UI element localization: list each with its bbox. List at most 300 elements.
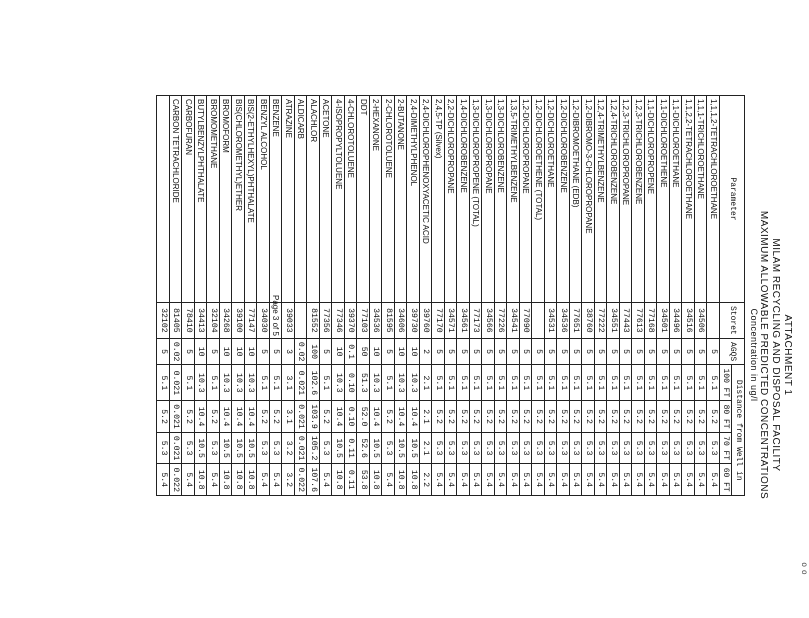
value-cell: 10.5 (395, 432, 408, 464)
value-cell: 5 (632, 338, 645, 365)
value-cell: 5.2 (607, 401, 620, 433)
col-100ft: 100 FT (720, 365, 733, 401)
value-cell: 5 (657, 338, 670, 365)
value-cell: 5.3 (632, 432, 645, 464)
value-cell: 5.2 (632, 401, 645, 433)
value-cell: 5.3 (270, 432, 283, 464)
table-row (157, 96, 170, 496)
parameter-cell: 1,2-DICHLOROETHENE (TOTAL) (532, 96, 545, 303)
value-cell: 34571 (445, 303, 458, 339)
value-cell: 5.2 (532, 401, 545, 433)
value-cell: 52.0 (357, 401, 370, 433)
value-cell: 10.3 (395, 365, 408, 401)
value-cell: 77173 (470, 303, 483, 339)
parameter-cell: 1,2,4-TRICHLOROBENZENE (607, 96, 620, 303)
value-cell: 39100 (232, 303, 245, 339)
value-cell: 5 (620, 338, 633, 365)
parameter-cell: DDT (357, 96, 370, 303)
parameter-cell: 1,2,3-TRICHLOROBENZENE (632, 96, 645, 303)
value-cell: 5.2 (657, 401, 670, 433)
value-cell: 5 (457, 338, 470, 365)
parameter-cell: 4-CHLOROTOLUENE (345, 96, 358, 303)
value-cell: 5.2 (157, 401, 170, 433)
value-cell: 5.3 (582, 432, 595, 464)
value-cell: 5.2 (182, 401, 195, 433)
value-cell: 0.021 (295, 432, 308, 464)
value-cell: 5.1 (532, 365, 545, 401)
value-cell: 5.3 (382, 432, 395, 464)
value-cell: 5.1 (695, 365, 708, 401)
table-row (445, 96, 458, 496)
parameter-cell: CARBOFURAN (182, 96, 195, 303)
value-cell: 5 (645, 338, 658, 365)
table-row (182, 96, 195, 496)
parameter-cell: 1,2-DICHLOROETHANE (545, 96, 558, 303)
value-cell: 5.4 (682, 464, 695, 496)
value-cell: 34536 (370, 303, 383, 339)
value-cell: 5.3 (532, 432, 545, 464)
value-cell: 77226 (495, 303, 508, 339)
table-row (595, 96, 608, 496)
col-60ft: 60 FT (720, 464, 733, 496)
parameter-cell: 1,4-DICHLOROBENZENE (457, 96, 470, 303)
value-cell: 5.1 (545, 365, 558, 401)
value-cell: 10 (220, 338, 233, 365)
table-row (232, 96, 245, 496)
col-80ft: 80 FT (720, 401, 733, 433)
value-cell: 5.4 (257, 464, 270, 496)
value-cell: 5.3 (595, 432, 608, 464)
parameter-cell: 1,1,2,2-TETRACHLOROETHANE (682, 96, 695, 303)
value-cell: 5.4 (532, 464, 545, 496)
value-cell: 5.3 (320, 432, 333, 464)
corner-marks: o o (800, 562, 809, 575)
value-cell: 34516 (682, 303, 695, 339)
value-cell: 5.3 (520, 432, 533, 464)
parameter-cell: 1,3-DICHLOROPROPANE (482, 96, 495, 303)
value-cell: 5 (257, 338, 270, 365)
value-cell: 10.4 (220, 401, 233, 433)
value-cell: 102.6 (307, 365, 320, 401)
value-cell: 5.4 (457, 464, 470, 496)
value-cell: 39033 (282, 303, 295, 339)
value-cell: 5.4 (607, 464, 620, 496)
value-cell: 5.1 (595, 365, 608, 401)
value-cell: 107.6 (307, 464, 320, 496)
value-cell: 34496 (670, 303, 683, 339)
table-row (432, 96, 445, 496)
value-cell: 10.3 (370, 365, 383, 401)
value-cell: 10.4 (332, 401, 345, 433)
value-cell: 10.3 (332, 365, 345, 401)
table-row (482, 96, 495, 496)
parameter-cell: 2-HEXANONE (370, 96, 383, 303)
value-cell: 5.1 (207, 365, 220, 401)
value-cell: 5.1 (707, 365, 720, 401)
value-cell: 5.2 (595, 401, 608, 433)
parameter-cell: 2,2-DICHLOROPROPANE (445, 96, 458, 303)
table-row (170, 96, 183, 496)
table-row (670, 96, 683, 496)
table-row (345, 96, 358, 496)
value-cell: 3.2 (282, 432, 295, 464)
value-cell: 5.3 (482, 432, 495, 464)
value-cell: 10.5 (245, 432, 258, 464)
value-cell: 5.2 (445, 401, 458, 433)
value-cell: 34268 (220, 303, 233, 339)
value-cell: 5.1 (607, 365, 620, 401)
value-cell: 34531 (545, 303, 558, 339)
value-cell: 5.1 (320, 365, 333, 401)
value-cell: 5.1 (507, 365, 520, 401)
value-cell: 5.1 (520, 365, 533, 401)
value-cell: 5.1 (182, 365, 195, 401)
table-row (632, 96, 645, 496)
value-cell: 5 (495, 338, 508, 365)
value-cell: 0.11 (345, 432, 358, 464)
value-cell: 5.3 (557, 432, 570, 464)
value-cell: 5.3 (682, 432, 695, 464)
value-cell: 5.2 (207, 401, 220, 433)
table-row (382, 96, 395, 496)
value-cell: 5.3 (495, 432, 508, 464)
col-agqs: AGQS (720, 338, 745, 365)
attachment-label: ATTACHMENT 1 (782, 314, 793, 396)
value-cell: 0.021 (170, 432, 183, 464)
value-cell: 5.3 (207, 432, 220, 464)
value-cell: 5 (320, 338, 333, 365)
value-cell: 5.3 (645, 432, 658, 464)
parameter-cell: 4-ISOPROPYLTOLUENE (332, 96, 345, 303)
col-distance-group: Distance from Well in (732, 365, 745, 496)
value-cell: 10.3 (220, 365, 233, 401)
value-cell: 50 (357, 338, 370, 365)
value-cell: 5 (207, 338, 220, 365)
value-cell: 5.4 (482, 464, 495, 496)
value-cell: 5 (382, 338, 395, 365)
table-row (370, 96, 383, 496)
table-row (695, 96, 708, 496)
value-cell: 38760 (582, 303, 595, 339)
parameter-cell: 1,1-DICHLOROETHANE (670, 96, 683, 303)
value-cell: 77356 (320, 303, 333, 339)
value-cell: 5.4 (632, 464, 645, 496)
value-cell: 5.1 (682, 365, 695, 401)
table-row (307, 96, 320, 496)
value-cell: 3.2 (282, 464, 295, 496)
value-cell: 5 (520, 338, 533, 365)
value-cell: 5.4 (445, 464, 458, 496)
table-row (470, 96, 483, 496)
value-cell: 5.2 (432, 401, 445, 433)
value-cell: 5 (707, 338, 720, 365)
value-cell: 10.3 (407, 365, 420, 401)
value-cell: 5.1 (470, 365, 483, 401)
parameter-cell: 1,1,1-TRICHLOROETHANE (695, 96, 708, 303)
parameter-cell: 1,2-DICHLOROPROPANE (520, 96, 533, 303)
value-cell: 10.8 (395, 464, 408, 496)
value-cell: 5.4 (507, 464, 520, 496)
value-cell: 5.2 (457, 401, 470, 433)
value-cell: 5.1 (582, 365, 595, 401)
value-cell: 5.2 (620, 401, 633, 433)
parameter-cell: BIS(CHLOROMETHYL)ETHER (232, 96, 245, 303)
value-cell: 10.8 (370, 464, 383, 496)
value-cell: 52.6 (357, 432, 370, 464)
value-cell: 34030 (257, 303, 270, 339)
value-cell: 0.02 (295, 338, 308, 365)
value-cell: 10.8 (195, 464, 208, 496)
table-row (395, 96, 408, 496)
value-cell: 10 (195, 338, 208, 365)
value-cell: 39730 (407, 303, 420, 339)
value-cell: 5.3 (670, 432, 683, 464)
value-cell: 5.4 (432, 464, 445, 496)
value-cell: 5 (682, 338, 695, 365)
value-cell: 5.3 (157, 432, 170, 464)
value-cell: 0.022 (170, 464, 183, 496)
parameter-cell: BENZYL ALCOHOL (257, 96, 270, 303)
value-cell: 10 (332, 338, 345, 365)
value-cell: 32104 (207, 303, 220, 339)
parameter-cell: 1,3-DICHLOROPROPENE (TOTAL) (470, 96, 483, 303)
value-cell: 5.3 (470, 432, 483, 464)
value-cell: 5.3 (457, 432, 470, 464)
value-cell: 10.4 (245, 401, 258, 433)
value-cell: 5.3 (620, 432, 633, 464)
value-cell: 5.2 (645, 401, 658, 433)
value-cell: 5 (695, 338, 708, 365)
value-cell: 5.4 (545, 464, 558, 496)
value-cell: 10.5 (332, 432, 345, 464)
value-cell: 34413 (195, 303, 208, 339)
facility-name: MILAM RECYCLING AND DISPOSAL FACILITY (770, 238, 781, 472)
value-cell: 5.1 (670, 365, 683, 401)
value-cell: 5.3 (182, 432, 195, 464)
table-row (457, 96, 470, 496)
value-cell: 10 (245, 338, 258, 365)
value-cell: 81552 (307, 303, 320, 339)
table-row (682, 96, 695, 496)
col-70ft: 70 FT (720, 432, 733, 464)
value-cell: 5.1 (157, 365, 170, 401)
table-row (532, 96, 545, 496)
value-cell: 5.2 (582, 401, 595, 433)
value-cell: 5.4 (707, 464, 720, 496)
value-cell (532, 303, 545, 339)
value-cell: 34536 (557, 303, 570, 339)
value-cell (707, 303, 720, 339)
value-cell: 5 (607, 338, 620, 365)
value-cell: 5.4 (620, 464, 633, 496)
value-cell: 5.4 (382, 464, 395, 496)
value-cell: 10.5 (370, 432, 383, 464)
value-cell: 5.1 (382, 365, 395, 401)
parameter-cell (157, 96, 170, 303)
value-cell: 5.3 (695, 432, 708, 464)
table-row (620, 96, 633, 496)
value-cell: 10 (395, 338, 408, 365)
parameter-cell: 2,4,5-TP (Silvex) (432, 96, 445, 303)
value-cell: 5.2 (270, 401, 283, 433)
parameter-cell: ALDICARB (295, 96, 308, 303)
value-cell: 5.4 (570, 464, 583, 496)
value-cell: 5.2 (707, 401, 720, 433)
parameter-cell: ACETONE (320, 96, 333, 303)
value-cell: 0.021 (295, 401, 308, 433)
value-cell: 5 (470, 338, 483, 365)
value-cell: 34561 (457, 303, 470, 339)
parameter-cell: 1,2-DICHLOROBENZENE (557, 96, 570, 303)
table-row (245, 96, 258, 496)
value-cell: 5.4 (495, 464, 508, 496)
value-cell: 5.1 (270, 365, 283, 401)
parameter-cell: 1,2,4-TRIMETHYLBENZENE (595, 96, 608, 303)
value-cell: 5.2 (482, 401, 495, 433)
value-cell: 5.3 (507, 432, 520, 464)
value-cell: 103.9 (307, 401, 320, 433)
value-cell: 5.1 (570, 365, 583, 401)
parameter-cell: ALACHLOR (307, 96, 320, 303)
value-cell: 5.2 (695, 401, 708, 433)
value-cell: 5.3 (432, 432, 445, 464)
value-cell: 0.02 (170, 338, 183, 365)
table-row (495, 96, 508, 496)
value-cell: 5.2 (320, 401, 333, 433)
value-cell: 105.2 (307, 432, 320, 464)
value-cell: 53.8 (357, 464, 370, 496)
value-cell: 77103 (357, 303, 370, 339)
value-cell: 10.8 (220, 464, 233, 496)
value-cell: 5.2 (570, 401, 583, 433)
value-cell: 77170 (432, 303, 445, 339)
value-cell: 5.2 (557, 401, 570, 433)
parameter-cell: 1,1-DICHLOROETHENE (657, 96, 670, 303)
value-cell: 10.4 (395, 401, 408, 433)
value-cell: 5 (507, 338, 520, 365)
value-cell: 5.2 (382, 401, 395, 433)
value-cell: 5.4 (695, 464, 708, 496)
value-cell: 5.3 (257, 432, 270, 464)
value-cell: 77168 (645, 303, 658, 339)
value-cell: 0.022 (295, 464, 308, 496)
page-number: Page 3 of 5 (271, 295, 280, 336)
value-cell: 5 (570, 338, 583, 365)
value-cell: 3.1 (282, 365, 295, 401)
parameter-cell: 2-BUTANONE (395, 96, 408, 303)
value-cell: 51.3 (357, 365, 370, 401)
value-cell: 5 (595, 338, 608, 365)
value-cell: 39760 (420, 303, 433, 339)
value-cell: 34541 (507, 303, 520, 339)
parameter-cell: CARBON TETRACHLORIDE (170, 96, 183, 303)
value-cell: 5.1 (632, 365, 645, 401)
parameter-cell: BIS(2-ETHYLHEXYL)PHTHALATE (245, 96, 258, 303)
value-cell: 5 (582, 338, 595, 365)
value-cell: 5.1 (457, 365, 470, 401)
parameter-cell: 1,1,1,2-TETRACHLOROETHANE (707, 96, 720, 303)
table-row (220, 96, 233, 496)
value-cell: 2.2 (420, 464, 433, 496)
col-storet: Storet (720, 303, 745, 339)
value-cell: 5.4 (270, 464, 283, 496)
value-cell: 5.2 (682, 401, 695, 433)
value-cell: 77651 (570, 303, 583, 339)
value-cell: 0.1 (345, 338, 358, 365)
table-row (282, 96, 295, 496)
value-cell: 10.8 (332, 464, 345, 496)
table-row (607, 96, 620, 496)
value-cell: 5.1 (432, 365, 445, 401)
value-cell: 5 (270, 338, 283, 365)
value-cell: 10.3 (195, 365, 208, 401)
value-cell: 5.3 (545, 432, 558, 464)
parameter-cell: 1,2-DIBROMOETHANE (EDB) (570, 96, 583, 303)
value-cell: 5.2 (520, 401, 533, 433)
value-cell: 10.5 (232, 432, 245, 464)
value-cell: 77613 (632, 303, 645, 339)
value-cell: 5.2 (670, 401, 683, 433)
value-cell: 10.5 (195, 432, 208, 464)
table-row (207, 96, 220, 496)
value-cell: 10.8 (407, 464, 420, 496)
table-row (420, 96, 433, 496)
value-cell: 2.1 (420, 432, 433, 464)
table-row (332, 96, 345, 496)
value-cell: 0.021 (170, 365, 183, 401)
value-cell: 81405 (170, 303, 183, 339)
value-cell: 0.10 (345, 365, 358, 401)
value-cell: 5 (545, 338, 558, 365)
parameter-cell: 2,4-DIMETHYLPHENOL (407, 96, 420, 303)
value-cell: 34506 (695, 303, 708, 339)
parameter-cell: 2-CHLOROTOLUENE (382, 96, 395, 303)
table-row (295, 96, 308, 496)
parameter-cell: 2,4-DICHLOROPHENOXYACETIC ACID (420, 96, 433, 303)
value-cell: 5.1 (645, 365, 658, 401)
value-cell: 5.4 (595, 464, 608, 496)
value-cell: 81595 (382, 303, 395, 339)
value-cell: 10.4 (232, 401, 245, 433)
value-cell: 5.4 (657, 464, 670, 496)
value-cell: 5 (432, 338, 445, 365)
parameter-cell: BUTYLBENZYLPHTHALATE (195, 96, 208, 303)
value-cell: 5.1 (495, 365, 508, 401)
parameter-cell: 1,1-DICHLOROPROPENE (645, 96, 658, 303)
value-cell: 77443 (620, 303, 633, 339)
value-cell: 39370 (345, 303, 358, 339)
value-cell: 5.2 (470, 401, 483, 433)
value-cell: 2 (420, 338, 433, 365)
value-cell: 10.4 (370, 401, 383, 433)
value-cell: 77222 (595, 303, 608, 339)
value-cell: 5.4 (182, 464, 195, 496)
value-cell: 10 (370, 338, 383, 365)
table-row (407, 96, 420, 496)
value-cell: 3 (282, 338, 295, 365)
value-cell: 2.1 (420, 401, 433, 433)
value-cell: 5.4 (520, 464, 533, 496)
table-row (545, 96, 558, 496)
value-cell: 5 (670, 338, 683, 365)
table-row (507, 96, 520, 496)
value-cell: 34566 (482, 303, 495, 339)
value-cell: 10.4 (195, 401, 208, 433)
value-cell: 5.2 (257, 401, 270, 433)
value-cell: 5.3 (445, 432, 458, 464)
value-cell: 5.4 (645, 464, 658, 496)
value-cell: 5.4 (582, 464, 595, 496)
